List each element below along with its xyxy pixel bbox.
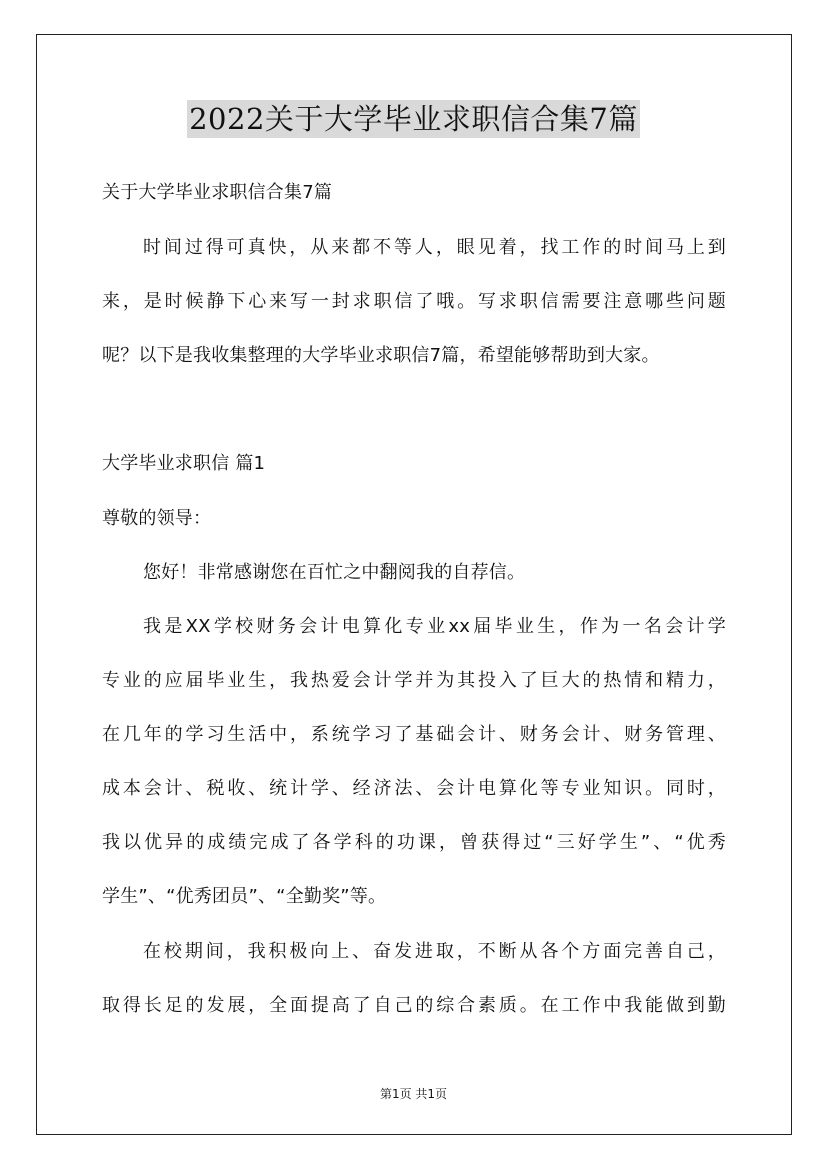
salutation: 尊敬的领导： [102, 508, 212, 529]
greeting: 您好！非常感谢您在百忙之中翻阅我的自荐信。 [143, 562, 526, 583]
paragraph1-line-3: 在几年的学习生活中，系统学习了基础会计、财务会计、财务管理、 [102, 724, 726, 745]
paragraph1-line-1: 我是XX学校财务会计电算化专业xx届毕业生，作为一名会计学 [143, 616, 726, 637]
paragraph1-line-6: 学生”、“优秀团员”、“全勤奖”等。 [102, 886, 387, 907]
subtitle: 关于大学毕业求职信合集7篇 [102, 182, 333, 203]
paragraph1-line-5: 我以优异的成绩完成了各学科的功课，曾获得过“三好学生”、“优秀 [102, 832, 726, 853]
paragraph1-line-4: 成本会计、税收、统计学、经济法、会计电算化等专业知识。同时， [102, 778, 726, 799]
paragraph2-line-1: 在校期间，我积极向上、奋发进取，不断从各个方面完善自己， [143, 941, 726, 962]
document-title: 2022关于大学毕业求职信合集7篇 [189, 102, 638, 136]
paragraph1-line-2: 专业的应届毕业生，我热爱会计学并为其投入了巨大的热情和精力， [102, 670, 726, 691]
title-container [0, 100, 827, 138]
intro-line-1: 时间过得可真快，从来都不等人，眼见着，找工作的时间马上到 [143, 237, 726, 258]
intro-line-2: 来，是时候静下心来写一封求职信了哦。写求职信需要注意哪些问题 [102, 291, 726, 312]
paragraph2-line-2: 取得长足的发展，全面提高了自己的综合素质。在工作中我能做到勤 [102, 995, 726, 1016]
page-footer: 第1页 共1页 [379, 1087, 448, 1101]
intro-line-3: 呢？以下是我收集整理的大学毕业求职信7篇，希望能够帮助到大家。 [102, 345, 660, 366]
section-heading: 大学毕业求职信 篇1 [102, 453, 266, 474]
